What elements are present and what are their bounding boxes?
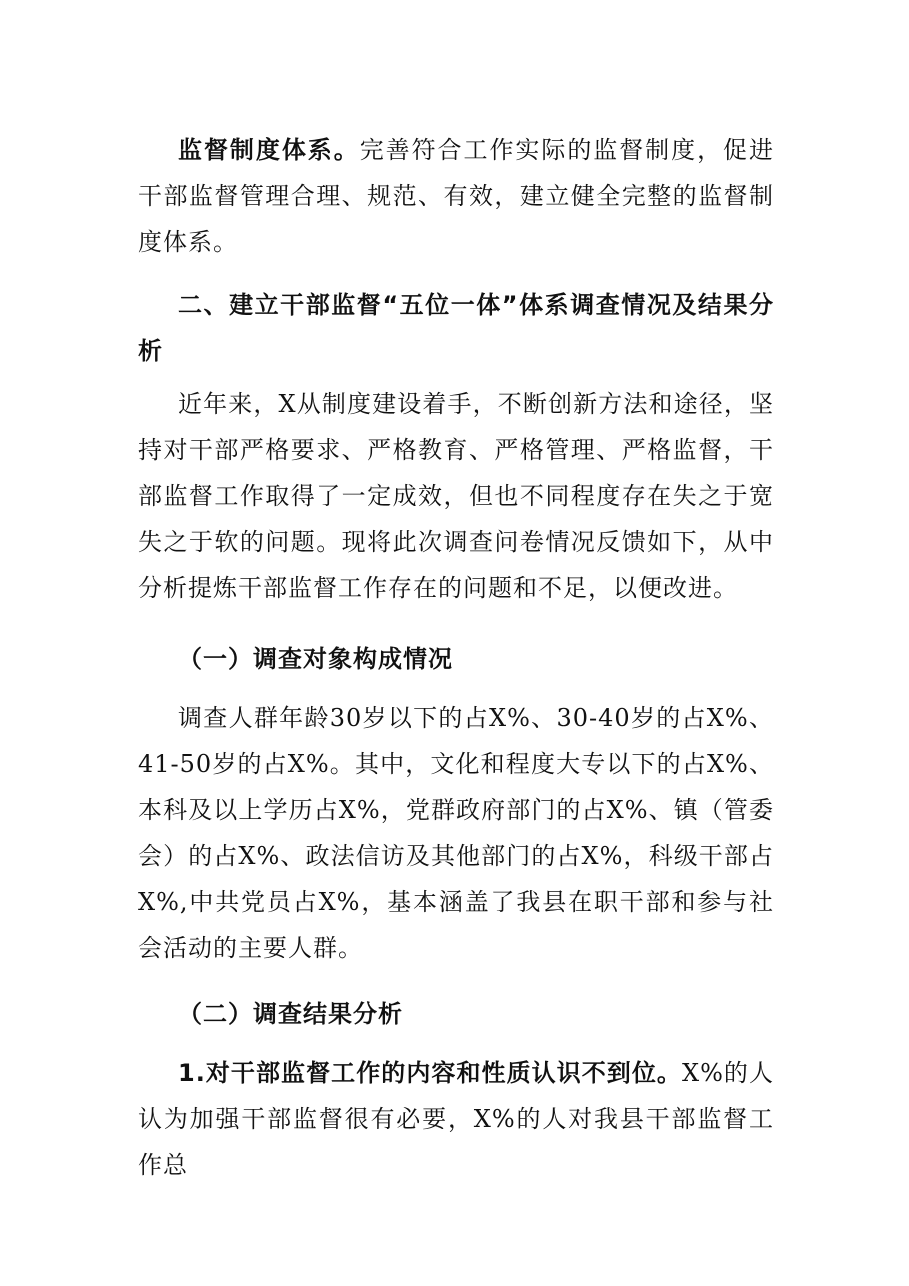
paragraph-survey-composition: 调查人群年龄30岁以下的占X%、30-40岁的占X%、41-50岁的占X%。其中，文化和程度大专以下的占X%、本科及以上学历占X%，党群政府部门的占X%、镇（管委会）的占X%、政法信访及其他部门的占X%，科级干部占X%,中共党员占X%，基本涵盖了我县在职干部和参与社会活动的主要人群。 <box>138 704 774 962</box>
section-heading-2: 二、建立干部监督“五位一体”体系调查情况及结果分析 <box>138 291 774 365</box>
paragraph-lead-bold: 监督制度体系。 <box>178 136 360 164</box>
paragraph-text: X%的人认为加强干部监督很有必要，X%的人对我县干部监督工作总 <box>138 1059 774 1179</box>
paragraph-text: 完善符合工作实际的监督制度，促进干部监督管理合理、规范、有效，建立健全完整的监督制度体系。 <box>138 136 775 256</box>
paragraph-result-1 <box>138 1050 774 1188</box>
subheading-survey-composition: （一）调查对象构成情况 <box>178 645 453 673</box>
paragraph-lead-bold: 1.对干部监督工作的内容和性质认识不到位。 <box>178 1059 682 1087</box>
paragraph-intro: 近年来，X从制度建设着手，不断创新方法和途径，坚持对干部严格要求、严格教育、严格管理、严格监督，干部监督工作取得了一定成效，但也不同程度存在失之于宽失之于软的问题。现将此次调查问卷情况反馈如下，从中分析提炼干部监督工作存在的问题和不足，以便改进。 <box>138 390 774 602</box>
paragraph-supervision-system <box>138 127 774 265</box>
subheading-survey-results: （二）调查结果分析 <box>178 1000 403 1028</box>
